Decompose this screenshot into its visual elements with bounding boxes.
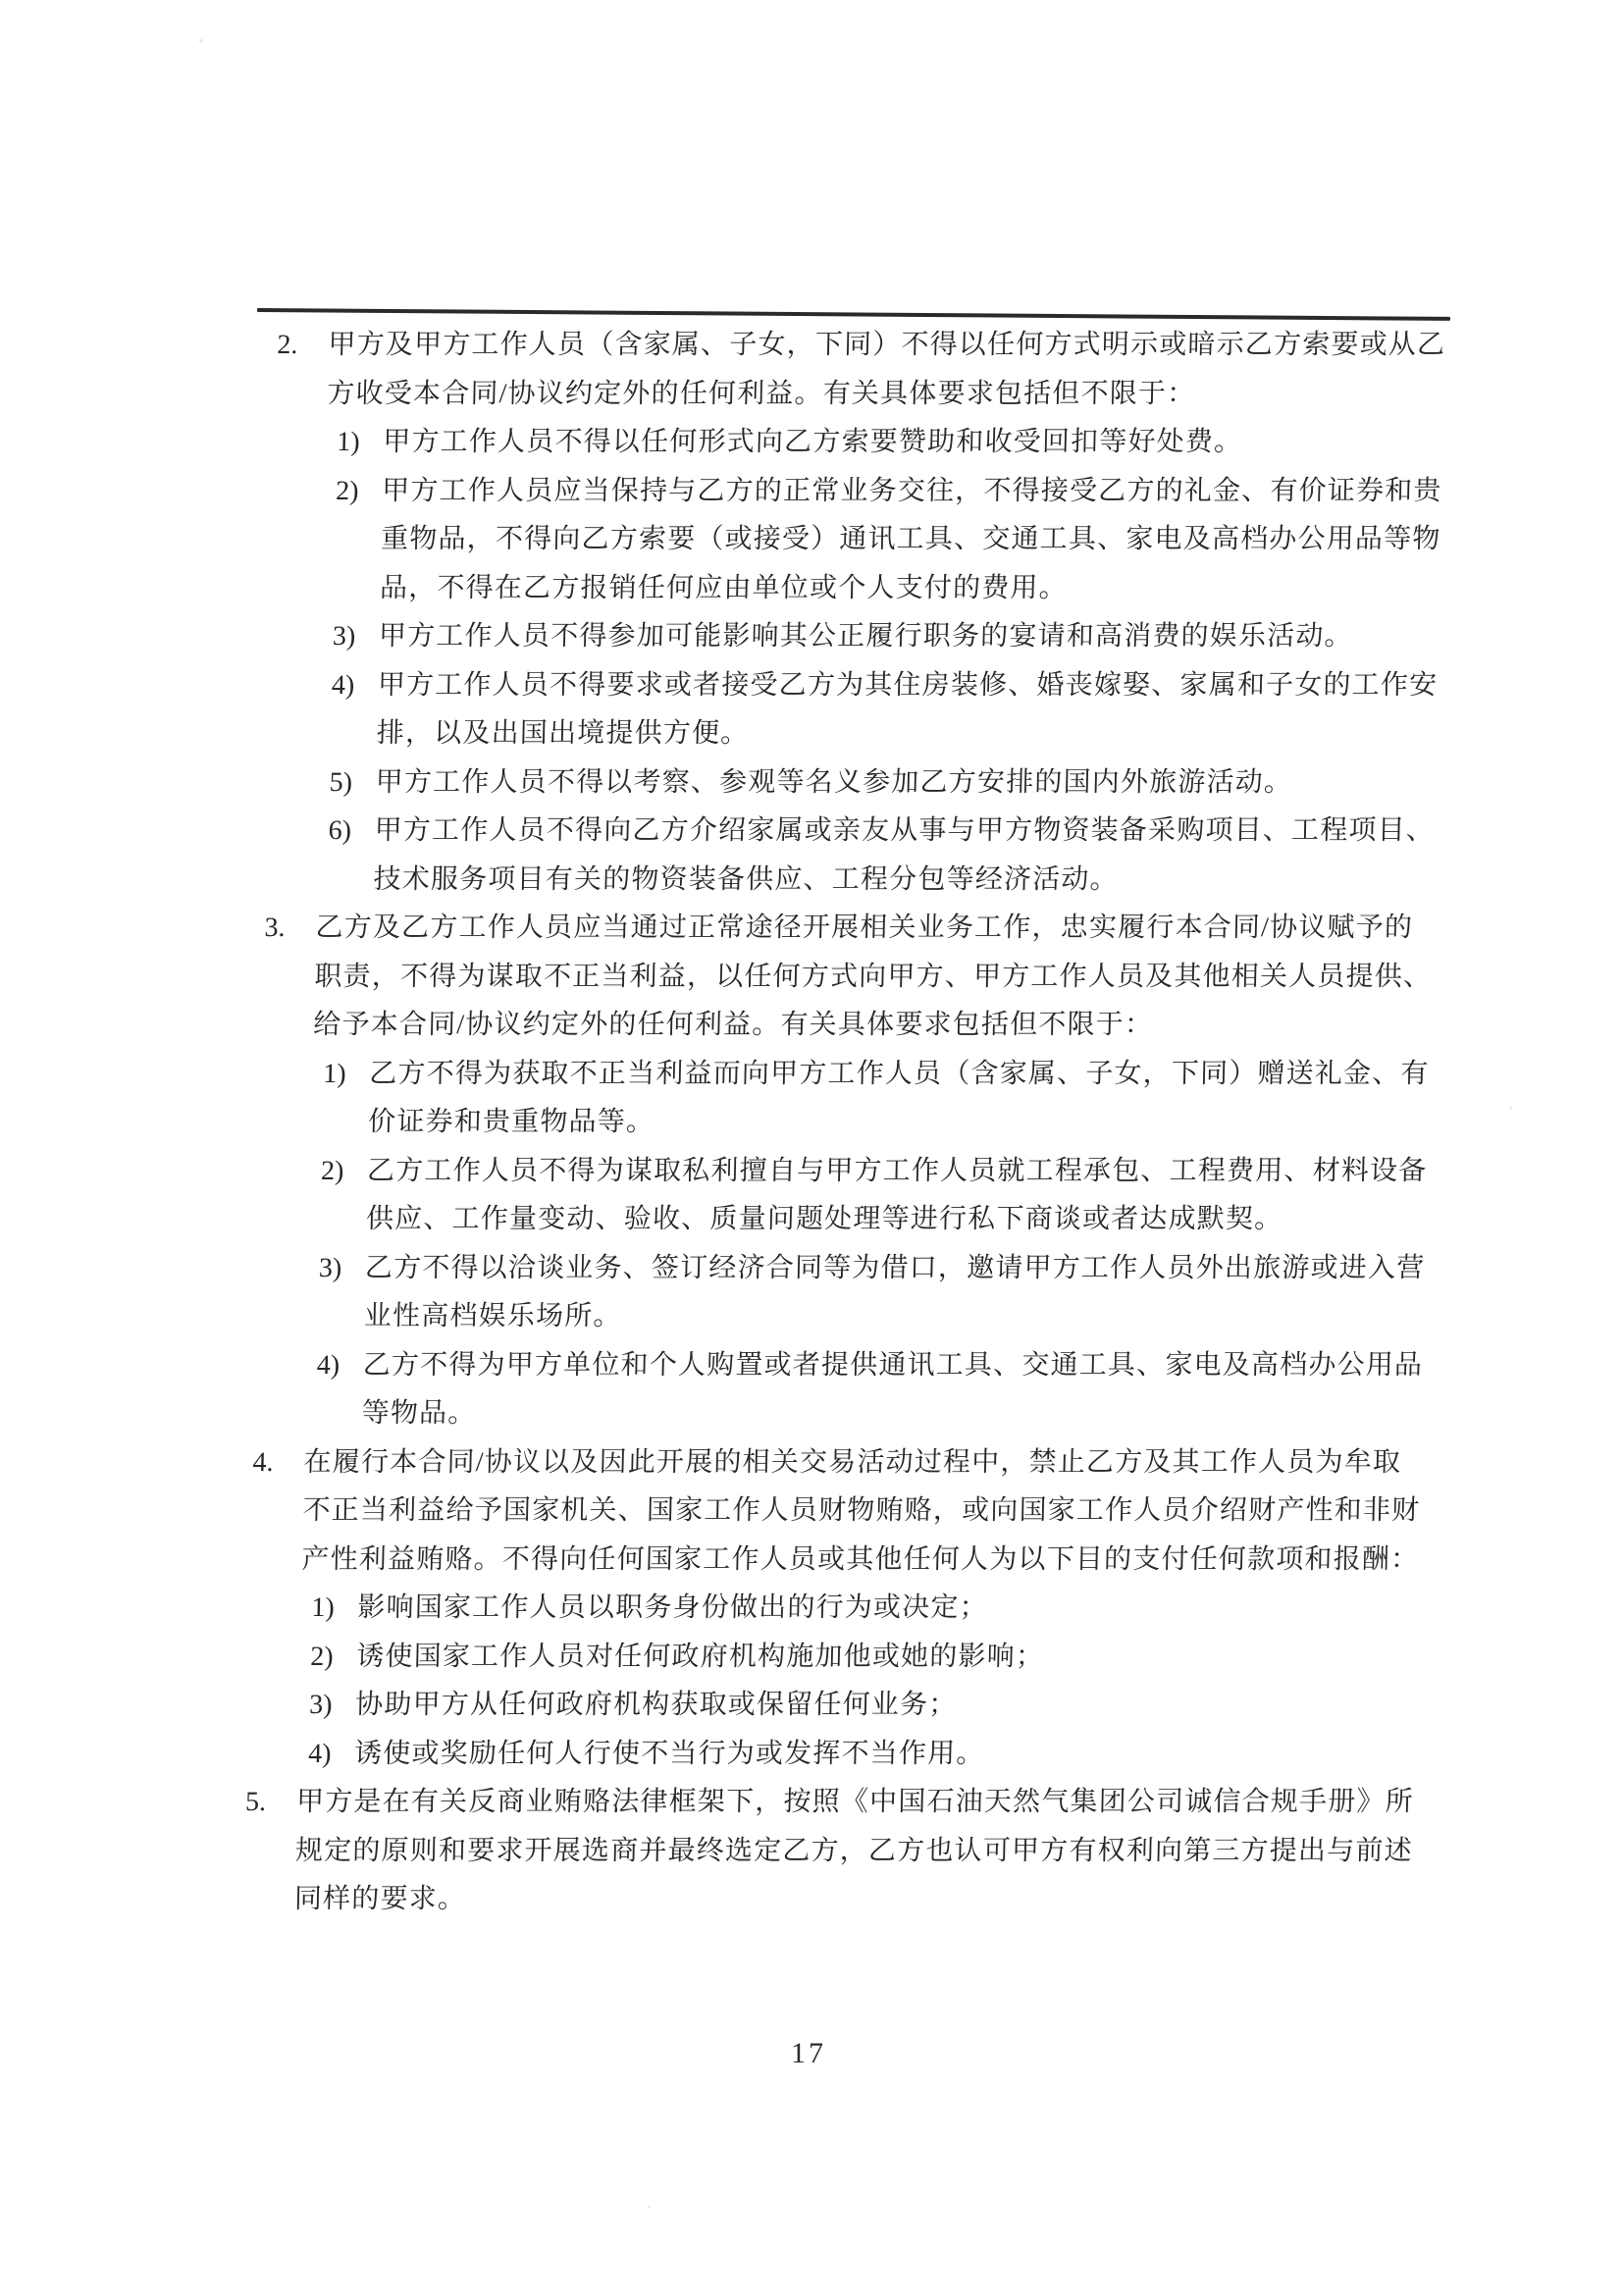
subclause-text: 技术服务项目有关的物资装备供应、工程分包等经济活动。 bbox=[373, 863, 1120, 895]
clause-text: 甲方及甲方工作人员（含家属、子女，下同）不得以任何方式明示或暗示乙方索要或从乙 bbox=[328, 330, 1446, 360]
clause-2-sub-2-line bbox=[0, 467, 1620, 516]
subclause-text: 甲方工作人员不得向乙方介绍家属或亲友从事与甲方物资装备采购项目、工程项目、 bbox=[374, 815, 1436, 846]
clause-3-sub-2-line bbox=[0, 1195, 1604, 1244]
clause-3-line bbox=[0, 1001, 1608, 1050]
subclause-text: 业性高档娱乐场所。 bbox=[363, 1301, 623, 1331]
scan-speckle bbox=[199, 39, 203, 42]
clause-text: 产性利益贿赂。不得向任何国家工作人员或其他任何人为以下目的支付任何款项和报酬： bbox=[301, 1543, 1420, 1575]
subclause-number: 2) bbox=[320, 1155, 344, 1186]
clause-text: 职责，不得为谋取不正当利益，以任何方式向甲方、甲方工作人员及其他相关人员提供、 bbox=[314, 961, 1433, 992]
subclause-text: 协助甲方从任何政府机构获取或保留任何业务； bbox=[354, 1690, 958, 1720]
clause-2-sub-4-line bbox=[0, 661, 1615, 710]
subclause-number: 4) bbox=[331, 669, 355, 701]
clause-2-sub-3-line bbox=[0, 612, 1617, 661]
clause-2-sub-1-line bbox=[0, 418, 1621, 467]
clause-3-sub-1-line bbox=[0, 1098, 1606, 1147]
section-divider-rule bbox=[257, 308, 1450, 321]
subclause-text: 诱使或奖励任何人行使不当行为或发挥不当作用。 bbox=[353, 1738, 985, 1769]
clause-4-sub-4-line bbox=[0, 1730, 1593, 1779]
clause-3-sub-4-line bbox=[0, 1389, 1599, 1438]
subclause-number: 4) bbox=[316, 1349, 340, 1381]
clause-4-line bbox=[0, 1536, 1597, 1585]
subclause-number: 4) bbox=[307, 1738, 332, 1769]
clause-text: 在履行本合同/协议以及因此开展的相关交易活动过程中，禁止乙方及其工作人员为牟取 bbox=[303, 1446, 1402, 1478]
clause-3-sub-1-line bbox=[0, 1050, 1607, 1099]
clause-2-sub-6-line bbox=[0, 807, 1612, 856]
page-number: 17 bbox=[791, 2037, 826, 2069]
clause-2-sub-5-line bbox=[0, 758, 1613, 808]
clause-3-sub-4-line bbox=[0, 1341, 1600, 1390]
contract-clauses bbox=[0, 321, 1623, 1924]
subclause-text: 乙方工作人员不得为谋取私利擅自与甲方工作人员就工程承包、工程费用、材料设备 bbox=[366, 1155, 1428, 1186]
subclause-text: 甲方工作人员应当保持与乙方的正常业务交往，不得接受乙方的礼金、有价证券和贵 bbox=[381, 475, 1442, 506]
clause-text: 乙方及乙方工作人员应当通过正常途径开展相关业务工作，忠实履行本合同/协议赋予的 bbox=[315, 913, 1414, 943]
subclause-text: 供应、工作量变动、验收、质量问题处理等进行私下商谈或者达成默契。 bbox=[365, 1204, 1283, 1234]
subclause-text: 价证券和贵重物品等。 bbox=[367, 1107, 655, 1137]
subclause-number: 1) bbox=[322, 1058, 346, 1089]
subclause-text: 乙方不得为获取不正当利益而向甲方工作人员（含家属、子女，下同）赠送礼金、有 bbox=[368, 1058, 1431, 1089]
clause-3-sub-3-line bbox=[0, 1292, 1601, 1341]
clause-2-line bbox=[0, 370, 1622, 419]
clause-4-line bbox=[0, 1487, 1597, 1536]
clause-text: 同样的要求。 bbox=[293, 1884, 467, 1914]
clause-text: 不正当利益给予国家机关、国家工作人员财物贿赂，或向国家工作人员介绍财产性和非财 bbox=[302, 1495, 1421, 1526]
subclause-number: 1) bbox=[311, 1592, 336, 1623]
clause-4-line bbox=[0, 1438, 1598, 1487]
subclause-number: 1) bbox=[336, 427, 360, 457]
subclause-number: 3) bbox=[308, 1690, 333, 1720]
subclause-number: 2) bbox=[309, 1641, 334, 1672]
subclause-text: 排，以及出国出境提供方便。 bbox=[376, 718, 750, 749]
clause-number: 2. bbox=[277, 330, 298, 360]
subclause-text: 甲方工作人员不得以考察、参观等名义参加乙方安排的国内外旅游活动。 bbox=[375, 766, 1293, 798]
clause-2-sub-2-line bbox=[0, 515, 1619, 564]
clause-number: 3. bbox=[264, 913, 286, 943]
clause-3-sub-2-line bbox=[0, 1147, 1605, 1196]
subclause-text: 等物品。 bbox=[361, 1398, 477, 1429]
subclause-text: 诱使国家工作人员对任何政府机构施加他或她的影响； bbox=[355, 1641, 1045, 1672]
subclause-number: 3) bbox=[332, 621, 356, 652]
clause-2-line bbox=[0, 321, 1623, 370]
subclause-text: 影响国家工作人员以职务身份做出的行为或决定； bbox=[357, 1592, 989, 1623]
clause-2-sub-2-line bbox=[0, 564, 1618, 613]
clause-number: 5. bbox=[244, 1787, 267, 1817]
clause-5-line bbox=[0, 1875, 1589, 1924]
clause-2-sub-4-line bbox=[0, 709, 1614, 758]
subclause-number: 5) bbox=[329, 766, 353, 798]
subclause-text: 乙方不得为甲方单位和个人购置或者提供通讯工具、交通工具、家电及高档办公用品 bbox=[362, 1349, 1424, 1381]
subclause-text: 品，不得在乙方报销任何应由单位或个人支付的费用。 bbox=[379, 572, 1069, 603]
clause-4-sub-3-line bbox=[0, 1681, 1594, 1730]
clause-3-line bbox=[0, 953, 1609, 1002]
clause-text: 给予本合同/协议约定外的任何利益。有关具体要求包括但不限于： bbox=[313, 1010, 1154, 1040]
clause-5-line bbox=[0, 1827, 1591, 1876]
clause-text: 规定的原则和要求开展选商并最终选定乙方，乙方也认可甲方有权利向第三方提出与前述 bbox=[294, 1835, 1414, 1866]
clause-3-sub-3-line bbox=[0, 1244, 1602, 1293]
subclause-text: 重物品，不得向乙方索要（或接受）通讯工具、交通工具、家电及高档办公用品等物 bbox=[380, 524, 1441, 554]
clause-text: 方收受本合同/协议约定外的任何利益。有关具体要求包括但不限于： bbox=[327, 378, 1196, 409]
clause-text: 甲方是在有关反商业贿赂法律框架下，按照《中国石油天然气集团公司诚信合规手册》所 bbox=[295, 1787, 1415, 1817]
clause-3-line bbox=[0, 904, 1610, 953]
clause-4-sub-1-line bbox=[0, 1584, 1596, 1633]
subclause-text: 甲方工作人员不得以任何形式向乙方索要赞助和收受回扣等好处费。 bbox=[382, 427, 1243, 457]
subclause-text: 甲方工作人员不得参加可能影响其公正履行职务的宴请和高消费的娱乐活动。 bbox=[378, 621, 1354, 652]
subclause-number: 3) bbox=[318, 1252, 342, 1283]
subclause-text: 甲方工作人员不得要求或者接受乙方为其住房装修、婚丧嫁娶、家属和子女的工作安 bbox=[377, 669, 1439, 701]
clause-number: 4. bbox=[252, 1446, 274, 1478]
scan-speckle bbox=[648, 2206, 651, 2209]
clause-4-sub-2-line bbox=[0, 1633, 1595, 1682]
subclause-number: 2) bbox=[335, 475, 359, 506]
clause-5-line bbox=[0, 1778, 1592, 1827]
subclause-number: 6) bbox=[328, 815, 352, 846]
clause-2-sub-6-line bbox=[0, 856, 1611, 905]
subclause-text: 乙方不得以洽谈业务、签订经济合同等为借口，邀请甲方工作人员外出旅游或进入营 bbox=[364, 1252, 1426, 1283]
